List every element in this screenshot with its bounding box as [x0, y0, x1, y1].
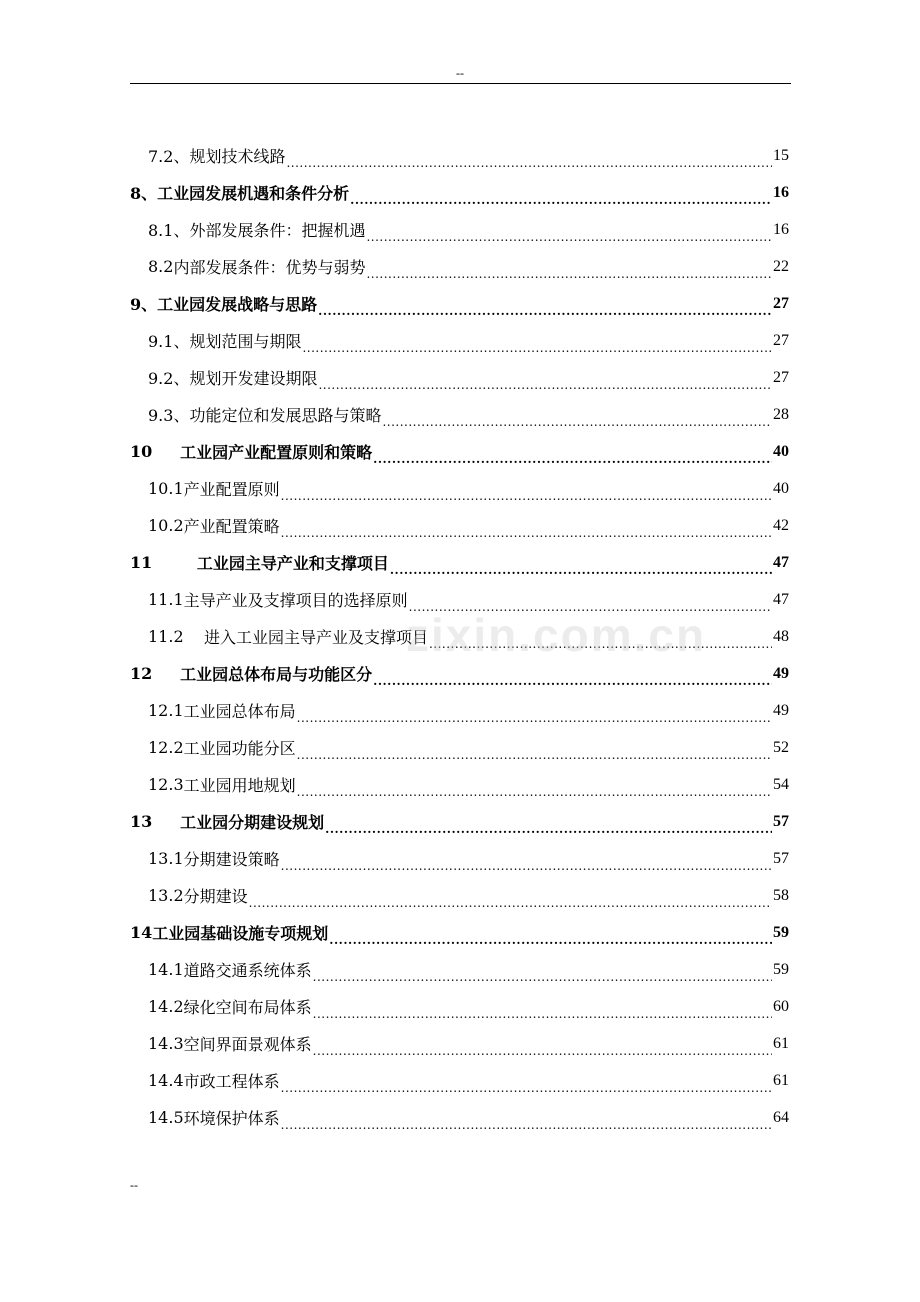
toc-section-entry[interactable] — [130, 692, 789, 729]
toc-page-number: 40 — [773, 442, 789, 460]
footer-mark: -- — [130, 1178, 138, 1192]
toc-section-entry[interactable] — [130, 322, 789, 359]
toc-entry-number: 10 — [130, 442, 181, 461]
toc-entry-number: 14.4 — [148, 1071, 184, 1090]
toc-page-number: 61 — [773, 1034, 789, 1052]
toc-dot-leader — [382, 411, 772, 433]
toc-entry-number: 9.1、 — [148, 332, 190, 351]
header-mark: -- — [456, 66, 464, 80]
toc-page-number: 57 — [773, 849, 789, 867]
toc-page-number: 47 — [773, 553, 789, 571]
toc-page-number: 42 — [773, 516, 789, 534]
toc-entry-title: 外部发展条件：把握机遇 — [189, 221, 366, 240]
toc-entry-title: 环境保护体系 — [183, 1109, 280, 1128]
toc-page-number: 22 — [773, 257, 789, 275]
toc-entry-title: 空间界面景观体系 — [183, 1035, 312, 1054]
toc-dot-leader — [329, 929, 772, 951]
toc-entry-number: 9.2、 — [148, 369, 190, 388]
toc-page-number: 15 — [773, 146, 789, 164]
toc-section-entry[interactable] — [130, 507, 789, 544]
toc-dot-leader — [302, 337, 772, 359]
toc-page-number: 54 — [773, 775, 789, 793]
toc-dot-leader — [313, 1003, 772, 1025]
toc-page-number: 16 — [773, 220, 789, 238]
toc-entry-title: 产业配置原则 — [183, 480, 280, 499]
toc-entry-number: 12.3 — [148, 775, 184, 794]
toc-dot-leader — [297, 744, 772, 766]
toc-entry-number: 14.5 — [148, 1108, 184, 1127]
toc-dot-leader — [281, 855, 772, 877]
toc-section-entry[interactable] — [130, 877, 789, 914]
toc-entry-title: 规划技术线路 — [189, 147, 286, 166]
toc-dot-leader — [325, 818, 772, 840]
toc-entry-number: 9、 — [130, 295, 158, 314]
toc-entry-number: 11.2 — [148, 627, 204, 646]
toc-dot-leader — [409, 596, 772, 618]
toc-chapter-entry[interactable] — [130, 285, 789, 322]
toc-section-entry[interactable] — [130, 988, 789, 1025]
toc-section-entry[interactable] — [130, 766, 789, 803]
toc-page-number: 57 — [773, 812, 789, 830]
toc-dot-leader — [281, 1114, 772, 1136]
toc-entry-title: 工业园用地规划 — [183, 776, 296, 795]
toc-dot-leader — [313, 1040, 772, 1062]
toc-dot-leader — [390, 559, 772, 581]
toc-dot-leader — [318, 374, 772, 396]
toc-page-number: 27 — [773, 368, 789, 386]
toc-entry-title: 工业园总体布局与功能区分 — [180, 665, 373, 684]
toc-entry-title: 规划开发建设期限 — [189, 369, 318, 388]
toc-entry-number: 8.1、 — [148, 221, 190, 240]
toc-dot-leader — [297, 781, 772, 803]
toc-section-entry[interactable] — [130, 359, 789, 396]
toc-entry-title: 规划范围与期限 — [189, 332, 302, 351]
toc-dot-leader — [366, 263, 772, 285]
toc-dot-leader — [429, 633, 772, 655]
toc-section-entry[interactable] — [130, 840, 789, 877]
toc-chapter-entry[interactable] — [130, 655, 789, 692]
toc-page-number: 61 — [773, 1071, 789, 1089]
toc-dot-leader — [318, 300, 772, 322]
toc-chapter-entry[interactable] — [130, 914, 789, 951]
toc-page-number: 49 — [773, 701, 789, 719]
toc-section-entry[interactable] — [130, 581, 789, 618]
toc-page-number: 27 — [773, 331, 789, 349]
toc-entry-number: 12.1 — [148, 701, 184, 720]
toc-dot-leader — [281, 522, 772, 544]
toc-entry-number: 12.2 — [148, 738, 184, 757]
toc-entry-number: 13.2 — [148, 886, 184, 905]
toc-entry-title: 产业配置策略 — [183, 517, 280, 536]
toc-entry-title: 道路交通系统体系 — [183, 961, 312, 980]
toc-section-entry[interactable] — [130, 729, 789, 766]
toc-entry-number: 11.1 — [148, 590, 184, 609]
toc-section-entry[interactable] — [130, 137, 789, 174]
toc-entry-title: 市政工程体系 — [183, 1072, 280, 1091]
toc-entry-title: 分期建设策略 — [183, 850, 280, 869]
toc-entry-title: 工业园基础设施专项规划 — [152, 924, 329, 943]
toc-page-number: 52 — [773, 738, 789, 756]
toc-entry-number: 8.2 — [148, 257, 174, 276]
toc-page-number: 59 — [773, 960, 789, 978]
toc-chapter-entry[interactable] — [130, 433, 789, 470]
toc-dot-leader — [286, 152, 772, 174]
toc-dot-leader — [373, 448, 772, 470]
toc-section-entry[interactable] — [130, 1025, 789, 1062]
toc-page-number: 58 — [773, 886, 789, 904]
toc-entry-number: 13.1 — [148, 849, 184, 868]
toc-entry-number: 8、 — [130, 184, 158, 203]
toc-entry-title: 工业园产业配置原则和策略 — [180, 443, 373, 462]
toc-entry-number: 14 — [130, 923, 153, 942]
watermark: zixin.com.cn — [406, 609, 707, 661]
toc-entry-title: 内部发展条件：优势与弱势 — [173, 258, 366, 277]
toc-chapter-entry[interactable] — [130, 544, 789, 581]
toc-entry-title: 工业园发展战略与思路 — [157, 295, 318, 314]
toc-dot-leader — [350, 189, 772, 211]
toc-dot-leader — [249, 892, 772, 914]
toc-section-entry[interactable] — [130, 211, 789, 248]
toc-entry-number: 14.2 — [148, 997, 184, 1016]
toc-entry-number: 9.3、 — [148, 406, 190, 425]
toc-entry-number: 10.1 — [148, 479, 184, 498]
toc-entry-number: 7.2、 — [148, 147, 190, 166]
toc-entry-title: 功能定位和发展思路与策略 — [189, 406, 382, 425]
toc-entry-title: 工业园功能分区 — [183, 739, 296, 758]
toc-page-number: 59 — [773, 923, 789, 941]
toc-entry-number: 11 — [130, 553, 197, 572]
toc-entry-title: 工业园发展机遇和条件分析 — [157, 184, 350, 203]
toc-section-entry[interactable] — [130, 396, 789, 433]
toc-page-number: 49 — [773, 664, 789, 682]
toc-entry-number: 12 — [130, 664, 181, 683]
toc-entry-number: 14.1 — [148, 960, 184, 979]
table-of-contents — [130, 137, 789, 1136]
toc-dot-leader — [313, 966, 772, 988]
toc-page-number: 40 — [773, 479, 789, 497]
toc-dot-leader — [281, 485, 772, 507]
toc-section-entry[interactable] — [130, 470, 789, 507]
toc-entry-title: 工业园分期建设规划 — [180, 813, 325, 832]
toc-entry-number: 10.2 — [148, 516, 184, 535]
toc-page-number: 47 — [773, 590, 789, 608]
toc-page-number: 60 — [773, 997, 789, 1015]
toc-section-entry[interactable] — [130, 618, 789, 655]
toc-section-entry[interactable] — [130, 951, 789, 988]
toc-section-entry[interactable] — [130, 1062, 789, 1099]
toc-section-entry[interactable] — [130, 1099, 789, 1136]
toc-entry-title: 主导产业及支撑项目的选择原则 — [183, 591, 408, 610]
toc-entry-title: 工业园主导产业和支撑项目 — [196, 554, 389, 573]
header-rule — [130, 83, 791, 84]
toc-entry-title: 分期建设 — [183, 887, 248, 906]
toc-entry-number: 13 — [130, 812, 181, 831]
toc-page-number: 27 — [773, 294, 789, 312]
toc-chapter-entry[interactable] — [130, 803, 789, 840]
toc-entry-title: 绿化空间布局体系 — [183, 998, 312, 1017]
toc-entry-title: 进入工业园主导产业及支撑项目 — [203, 628, 428, 647]
toc-page-number: 28 — [773, 405, 789, 423]
toc-page-number: 64 — [773, 1108, 789, 1126]
toc-page-number: 48 — [773, 627, 789, 645]
toc-dot-leader — [297, 707, 772, 729]
toc-dot-leader — [281, 1077, 772, 1099]
toc-entry-number: 14.3 — [148, 1034, 184, 1053]
toc-page-number: 16 — [773, 183, 789, 201]
toc-dot-leader — [373, 670, 772, 692]
toc-dot-leader — [366, 226, 772, 248]
toc-entry-title: 工业园总体布局 — [183, 702, 296, 721]
toc-chapter-entry[interactable] — [130, 174, 789, 211]
toc-section-entry[interactable] — [130, 248, 789, 285]
